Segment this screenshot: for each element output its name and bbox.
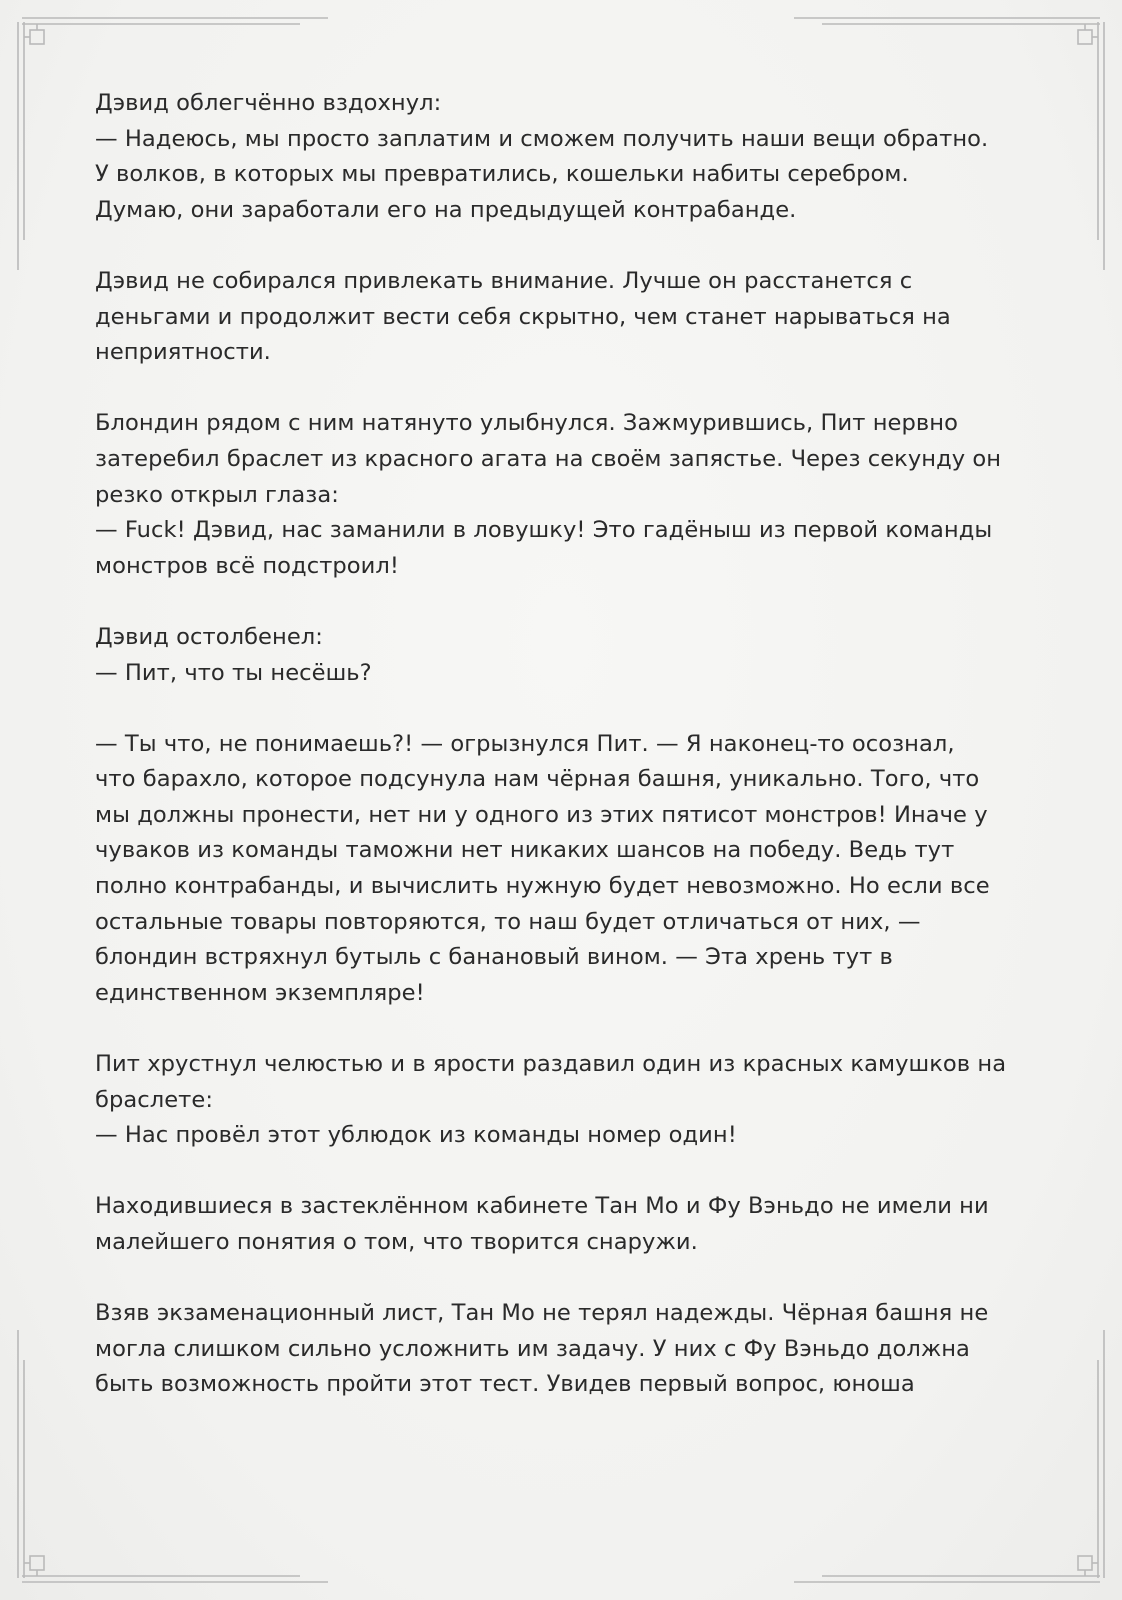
text-line: резко открыл глаза: <box>95 481 339 508</box>
text-line: малейшего понятия о том, что творится снаружи. <box>95 1229 698 1255</box>
text-line: Пит хрустнул челюстью и в ярости раздавил один из красных камушков на <box>95 1051 1007 1078</box>
text-line: Блондин рядом с ним натянуто улыбнулся. Зажмурившись, Пит нервно <box>95 410 958 437</box>
text-line: неприятности. <box>95 339 271 366</box>
document-body <box>95 86 1045 1439</box>
text-line: — Пит, что ты несёшь? <box>95 659 372 686</box>
text-line: затеребил браслет из красного агата на своём запястье. Через секунду он <box>95 445 1002 472</box>
text-line: браслете: <box>95 1086 214 1113</box>
text-line: — Ты что, не понимаешь?! — огрызнулся Пит. — Я наконец-то осознал, <box>95 730 955 757</box>
text-line: Дэвид облегчённо вздохнул: <box>95 90 442 116</box>
text-line: блондин встряхнул бутыль с банановый вином. — Эта хрень тут в <box>95 944 893 971</box>
text-line: мы должны пронести, нет ни у одного из этих пятисот монстров! Иначе у <box>95 801 988 828</box>
paragraph <box>95 406 1045 584</box>
paragraph <box>95 1189 1045 1260</box>
text-line: монстров всё подстроил! <box>95 552 400 579</box>
text-line: Находившиеся в застеклённом кабинете Тан Мо и Фу Вэньдо не имели ни <box>95 1193 989 1220</box>
text-line: быть возможность пройти этот тест. Увидев первый вопрос, юноша <box>95 1371 915 1398</box>
text-line: что барахло, которое подсунула нам чёрная башня, уникально. Того, что <box>95 766 980 793</box>
text-line: Дэвид остолбенел: <box>95 623 323 650</box>
text-line: полно контрабанды, и вычислить нужную будет невозможно. Но если все <box>95 873 990 900</box>
paragraph <box>95 727 1045 1012</box>
paragraph <box>95 86 1045 228</box>
paragraph <box>95 620 1045 691</box>
text-line: У волков, в которых мы превратились, кошельки набиты серебром. <box>95 161 909 188</box>
text-line: деньгами и продолжит вести себя скрытно, чем станет нарываться на <box>95 303 951 330</box>
text-line: Дэвид не собирался привлекать внимание. Лучше он расстанется с <box>95 267 913 294</box>
text-line: Думаю, они заработали его на предыдущей контрабанде. <box>95 196 797 223</box>
text-line: — Нас провёл этот ублюдок из команды номер один! <box>95 1122 737 1149</box>
paragraph <box>95 1047 1045 1154</box>
text-line: остальные товары повторяются, то наш будет отличаться от них, — <box>95 908 921 935</box>
text-line: — Fuck! Дэвид, нас заманили в ловушку! Это гадёныш из первой команды <box>95 517 993 544</box>
text-line: Взяв экзаменационный лист, Тан Мо не терял надежды. Чёрная башня не <box>95 1300 989 1327</box>
text-line: могла слишком сильно усложнить им задачу. У них с Фу Вэньдо должна <box>95 1335 970 1362</box>
paragraph <box>95 1296 1045 1403</box>
text-line: единственном экземпляре! <box>95 979 425 1006</box>
text-line: чуваков из команды таможни нет никаких шансов на победу. Ведь тут <box>95 837 955 864</box>
paragraph <box>95 264 1045 371</box>
text-line: — Надеюсь, мы просто заплатим и сможем получить наши вещи обратно. <box>95 125 989 152</box>
